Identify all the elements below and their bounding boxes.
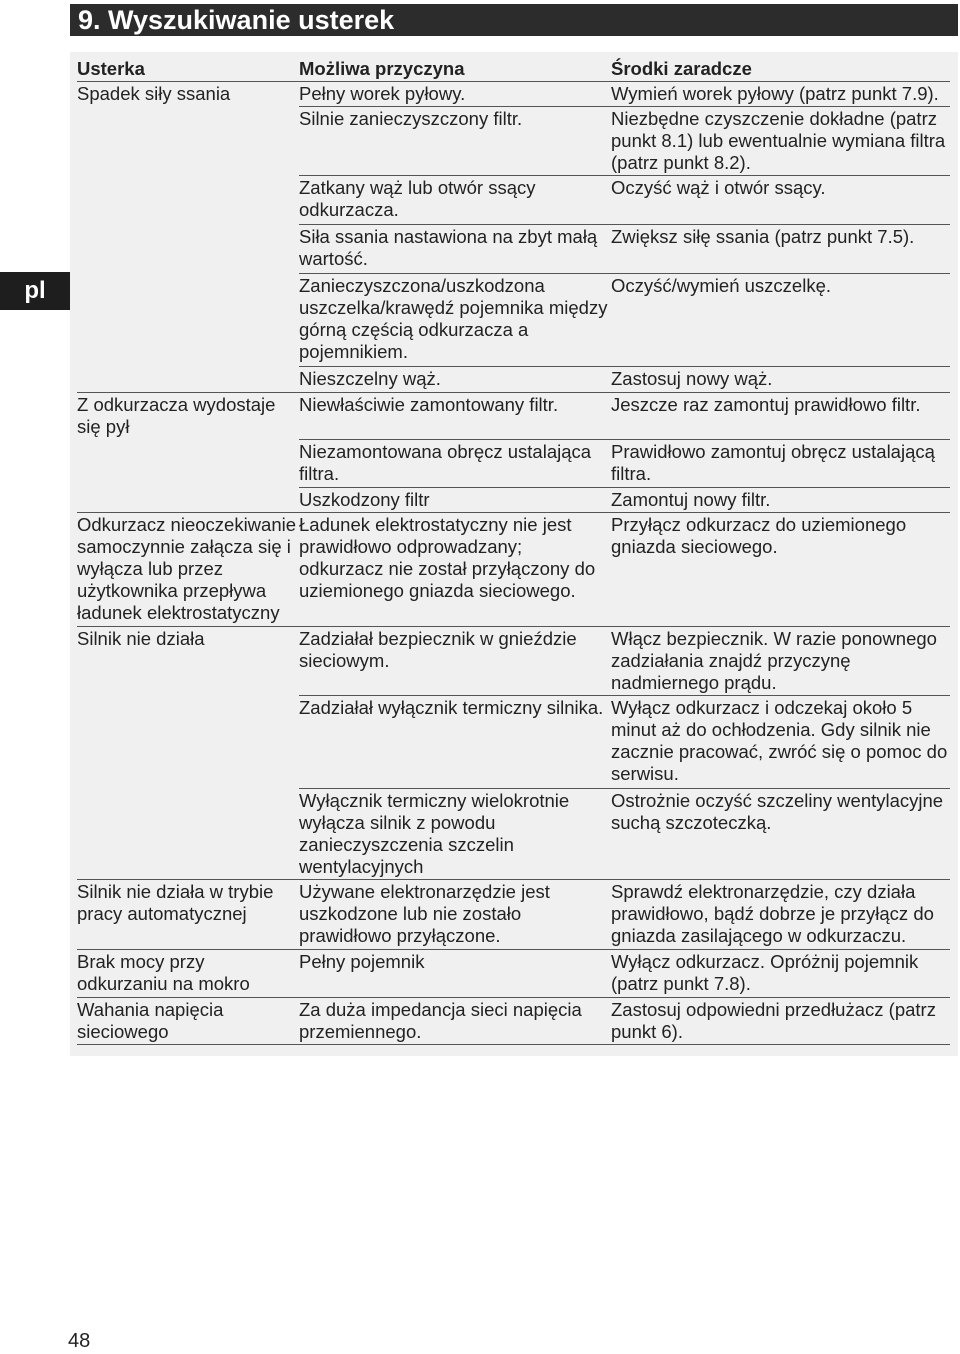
cause-cell: Pełny worek pyłowy. <box>299 83 466 104</box>
fault-cell: Wahania napięcia sieciowego <box>77 999 224 1042</box>
cause-cell: Zadziałał bezpiecznik w gnieździe sieciowym. <box>299 628 577 671</box>
language-tab: pl <box>0 272 70 310</box>
remedy-cell: Ostrożnie oczyść szczeliny wentylacyjne suchą szczoteczką. <box>611 790 944 833</box>
table-row <box>299 393 950 440</box>
cause-cell: Niewłaściwie zamontowany filtr. <box>299 394 559 415</box>
remedy-cell: Wyłącz odkurzacz. Opróżnij pojemnik (patrz punkt 7.8). <box>611 951 919 994</box>
remedy-cell: Niezbędne czyszczenie dokładne (patrz punkt 8.1) lub ewentualnie wymiana filtra (patrz punkt 8.2). <box>611 108 946 173</box>
table-row <box>299 513 950 626</box>
table-row <box>299 82 950 107</box>
remedy-cell: Włącz bezpiecznik. W razie ponownego zadziałania znajdź przyczynę nadmiernego prądu. <box>611 628 937 693</box>
remedy-cell: Zastosuj odpowiedni przedłużacz (patrz punkt 6). <box>611 999 936 1042</box>
table-row <box>299 488 950 512</box>
cause-cell: Uszkodzony filtr <box>299 489 430 510</box>
table-row <box>299 274 950 367</box>
remedy-cell: Wyłącz odkurzacz i odczekaj około 5 minut aż do ochłodzenia. Gdy silnik nie zacznie pracować, zwróć się o pomoc do serwisu. <box>611 697 948 784</box>
cause-cell: Za duża impedancja sieci napięcia przemiennego. <box>299 999 582 1042</box>
fault-cell: Silnik nie działa <box>77 628 205 649</box>
cause-cell: Siła ssania nastawiona na zbyt małą wartość. <box>299 226 598 269</box>
remedy-cell: Sprawdź elektronarzędzie, czy działa prawidłowo, bądź dobrze je przyłącz do gniazda zasilającego w odkurzaczu. <box>611 881 934 946</box>
cause-cell: Używane elektronarzędzie jest uszkodzone lub nie zostało prawidłowo przyłączone. <box>299 881 550 946</box>
remedy-cell: Jeszcze raz zamontuj prawidłowo filtr. <box>611 394 921 415</box>
remedy-cell: Zwiększ siłę ssania (patrz punkt 7.5). <box>611 226 915 247</box>
cause-cell: Pełny pojemnik <box>299 951 425 972</box>
table-header <box>77 57 950 82</box>
table-row <box>299 950 950 997</box>
header-cause: Możliwa przyczyna <box>299 58 465 79</box>
remedy-cell: Oczyść wąż i otwór ssący. <box>611 177 826 198</box>
fault-group <box>77 627 950 880</box>
table-row <box>299 367 950 392</box>
cause-cell: Zadziałał wyłącznik termiczny silnika. <box>299 697 604 718</box>
page-number: 48 <box>68 1330 91 1352</box>
fault-group <box>77 998 950 1045</box>
remedy-cell: Przyłącz odkurzacz do uziemionego gniazda sieciowego. <box>611 514 907 557</box>
cause-cell: Silnie zanieczyszczony filtr. <box>299 108 523 129</box>
fault-group <box>77 513 950 627</box>
cause-cell: Nieszczelny wąż. <box>299 368 441 389</box>
table-row <box>299 998 950 1044</box>
cause-cell: Zanieczyszczona/uszkodzona uszczelka/krawędź pojemnika między górną częścią odkurzacza a pojemnikiem. <box>299 275 608 362</box>
table-row <box>299 107 950 176</box>
remedy-cell: Zamontuj nowy filtr. <box>611 489 771 510</box>
fault-cell: Z odkurzacza wydostaje się pył <box>77 394 276 437</box>
troubleshooting-table <box>77 57 950 1045</box>
table-row <box>299 440 950 488</box>
cause-cell: Zatkany wąż lub otwór ssący odkurzacza. <box>299 177 536 220</box>
header-fault: Usterka <box>77 58 145 79</box>
table-row <box>299 696 950 789</box>
fault-group <box>77 880 950 950</box>
fault-group <box>77 950 950 998</box>
fault-group <box>77 82 950 393</box>
fault-cell: Brak mocy przy odkurzaniu na mokro <box>77 951 250 994</box>
fault-cell: Silnik nie działa w trybie pracy automatycznej <box>77 881 274 924</box>
remedy-cell: Oczyść/wymień uszczelkę. <box>611 275 831 296</box>
cause-cell: Ładunek elektrostatyczny nie jest prawidłowo odprowadzany; odkurzacz nie został przyłączony do uziemionego gniazda sieciowego. <box>299 514 596 601</box>
table-row <box>299 225 950 274</box>
fault-cell: Spadek siły ssania <box>77 83 231 104</box>
table-row <box>299 789 950 879</box>
section-title: 9. Wyszukiwanie usterek <box>70 4 958 36</box>
fault-cell: Odkurzacz nieoczekiwanie samoczynnie załącza się i wyłącza lub przez użytkownika przepływa ładunek elektrostatyczny <box>77 514 297 623</box>
table-row <box>299 176 950 225</box>
cause-cell: Wyłącznik termiczny wielokrotnie wyłącza silnik z powodu zanieczyszczenia szczelin wentylacyjnych <box>299 790 570 877</box>
remedy-cell: Prawidłowo zamontuj obręcz ustalającą filtra. <box>611 441 935 484</box>
fault-group <box>77 393 950 513</box>
table-row <box>299 880 950 949</box>
header-remedy: Środki zaradcze <box>611 58 752 79</box>
remedy-cell: Zastosuj nowy wąż. <box>611 368 773 389</box>
cause-cell: Niezamontowana obręcz ustalająca filtra. <box>299 441 592 484</box>
table-row <box>299 627 950 696</box>
remedy-cell: Wymień worek pyłowy (patrz punkt 7.9). <box>611 83 939 104</box>
